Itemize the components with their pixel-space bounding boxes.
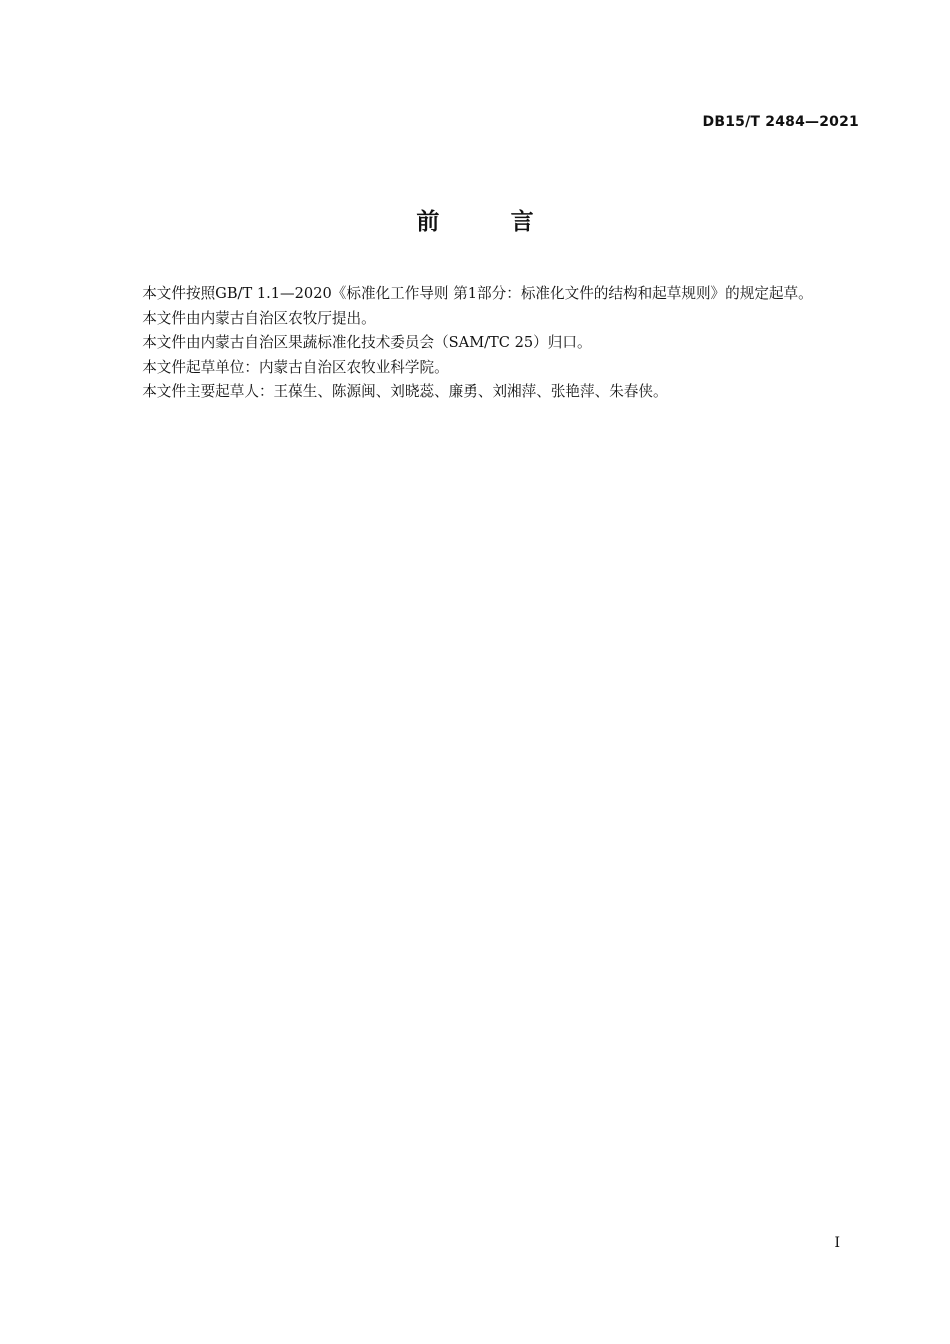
paragraph-drafting-unit: 本文件起草单位：内蒙古自治区农牧业科学院。: [142, 358, 449, 376]
paragraph-drafters: 本文件主要起草人：王葆生、陈源闽、刘晓蕊、廉勇、刘湘萍、张艳萍、朱春侠。: [142, 383, 668, 401]
foreword-body: [113, 282, 860, 405]
page-title: 前言: [416, 209, 605, 235]
document-code: DB15/T 2484—2021: [702, 114, 859, 130]
paragraph-drafting-basis: 本文件按照GB/T 1.1—2020《标准化工作导则 第1部分：标准化文件的结构和起草规则》的规定起草。: [142, 285, 813, 302]
paragraph-committee: 本文件由内蒙古自治区果蔬标准化技术委员会（SAM/TC 25）归口。: [142, 334, 592, 352]
paragraph-proposer: 本文件由内蒙古自治区农牧厅提出。: [142, 309, 376, 327]
page-number: I: [834, 1235, 840, 1251]
